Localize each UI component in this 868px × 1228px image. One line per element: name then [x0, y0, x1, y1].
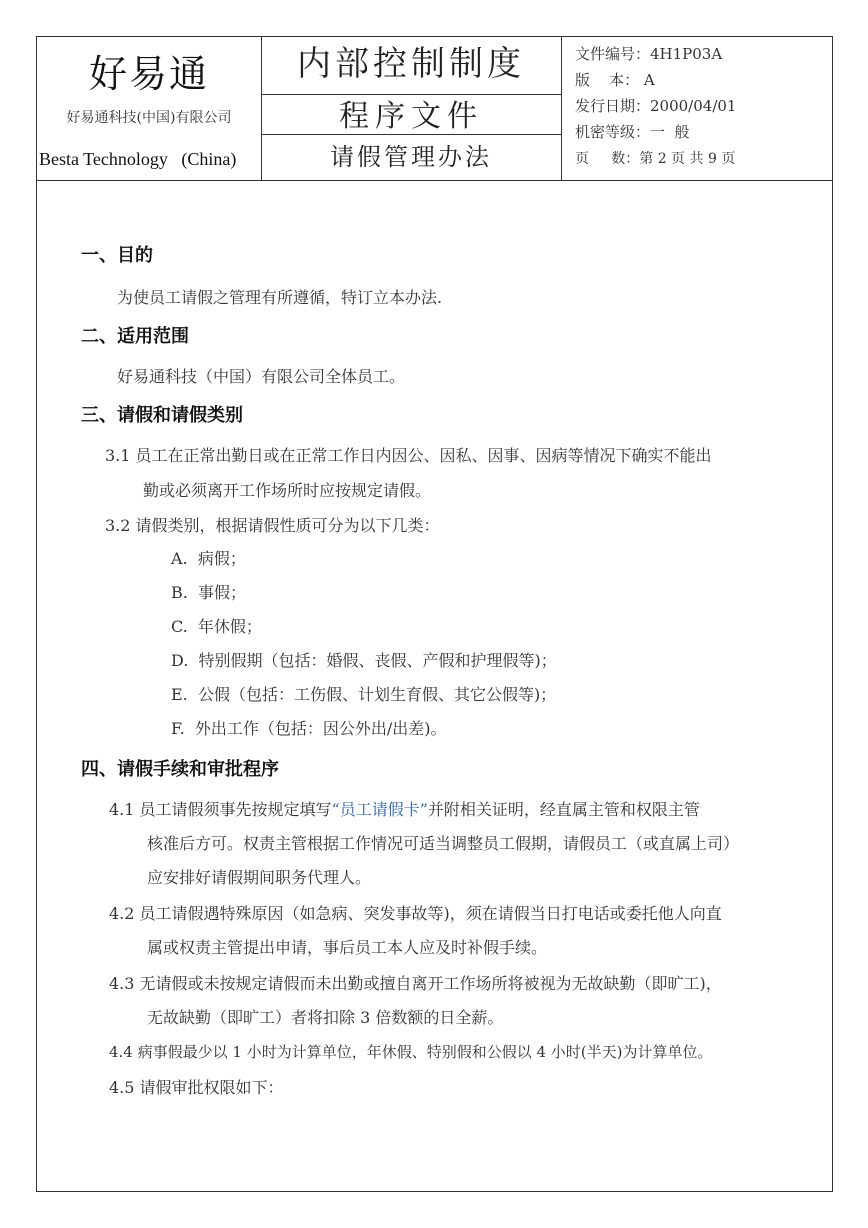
document-page [36, 36, 833, 1192]
title-block [261, 37, 562, 180]
list-item: D. 特别假期（包括：婚假、丧假、产假和护理假等)； [171, 651, 557, 670]
section-title: 四、请假手续和审批程序 [81, 759, 279, 780]
list-item: C. 年休假； [171, 617, 262, 636]
paragraph: 3.1 员工在正常出勤日或在正常工作日内因公、因私、因事、因病等情况下确实不能出 [105, 446, 712, 465]
list-item: A. 病假； [171, 549, 246, 568]
document-header [37, 37, 832, 181]
doc-version: 版 本： A [575, 71, 655, 89]
doc-name-title: 请假管理办法 [330, 143, 492, 171]
list-item: F. 外出工作（包括：因公外出/出差)。 [171, 719, 447, 738]
paragraph: 4.2 员工请假遇特殊原因（如急病、突发事故等)，须在请假当日打电话或委托他人向直 [109, 904, 722, 923]
company-name-en: Besta Technology (China) [39, 149, 237, 169]
list-item: B. 事假； [171, 583, 247, 602]
paragraph: 好易通科技（中国）有限公司全体员工。 [117, 367, 406, 386]
paragraph-text: 4.1 员工请假须事先按规定填写 [109, 800, 332, 819]
paragraph: 无故缺勤（即旷工）者将扣除 3 倍数额的日全薪。 [147, 1008, 504, 1027]
paragraph [109, 797, 700, 820]
company-block [37, 37, 262, 180]
section-title: 一、目的 [81, 245, 153, 266]
doc-confidentiality: 机密等级：一 般 [575, 123, 690, 141]
doc-meta-block [561, 37, 832, 180]
company-name-cn: 好易通科技(中国)有限公司 [66, 110, 232, 126]
list-item: E. 公假（包括：工伤假、计划生育假、其它公假等)； [171, 685, 557, 704]
paragraph: 4.3 无请假或未按规定请假而未出勤或擅自离开工作场所将被视为无故缺勤（即旷工)， [109, 974, 722, 993]
paragraph: 属或权责主管提出申请，事后员工本人应及时补假手续。 [147, 938, 548, 957]
doc-issue-date: 发行日期：2000/04/01 [575, 97, 737, 115]
section-title: 二、适用范围 [81, 326, 189, 347]
paragraph: 为使员工请假之管理有所遵循，特订立本办法. [117, 288, 443, 307]
paragraph: 3.2 请假类别，根据请假性质可分为以下几类： [105, 516, 440, 535]
doc-page-count: 页 数：第 2 页 共 9 页 [575, 151, 736, 167]
paragraph: 4.5 请假审批权限如下： [109, 1078, 284, 1097]
form-name-highlight: “员工请假卡” [331, 800, 428, 819]
company-logo: 好易通 [88, 52, 209, 96]
section-title: 三、请假和请假类别 [81, 405, 243, 426]
paragraph-text: 并附相关证明，经直属主管和权限主管 [427, 800, 700, 819]
paragraph: 勤或必须离开工作场所时应按规定请假。 [143, 481, 432, 500]
doc-type-title: 程序文件 [261, 95, 561, 135]
paragraph: 核准后方可。权责主管根据工作情况可适当调整员工假期，请假员工（或直属上司） [147, 834, 740, 853]
doc-number: 文件编号：4H1P03A [575, 45, 723, 63]
doc-category-title: 内部控制制度 [261, 37, 561, 95]
paragraph: 应安排好请假期间职务代理人。 [147, 868, 372, 887]
paragraph: 4.4 病事假最少以 1 小时为计算单位，年休假、特别假和公假以 4 小时(半天)为计算单位。 [109, 1043, 713, 1061]
